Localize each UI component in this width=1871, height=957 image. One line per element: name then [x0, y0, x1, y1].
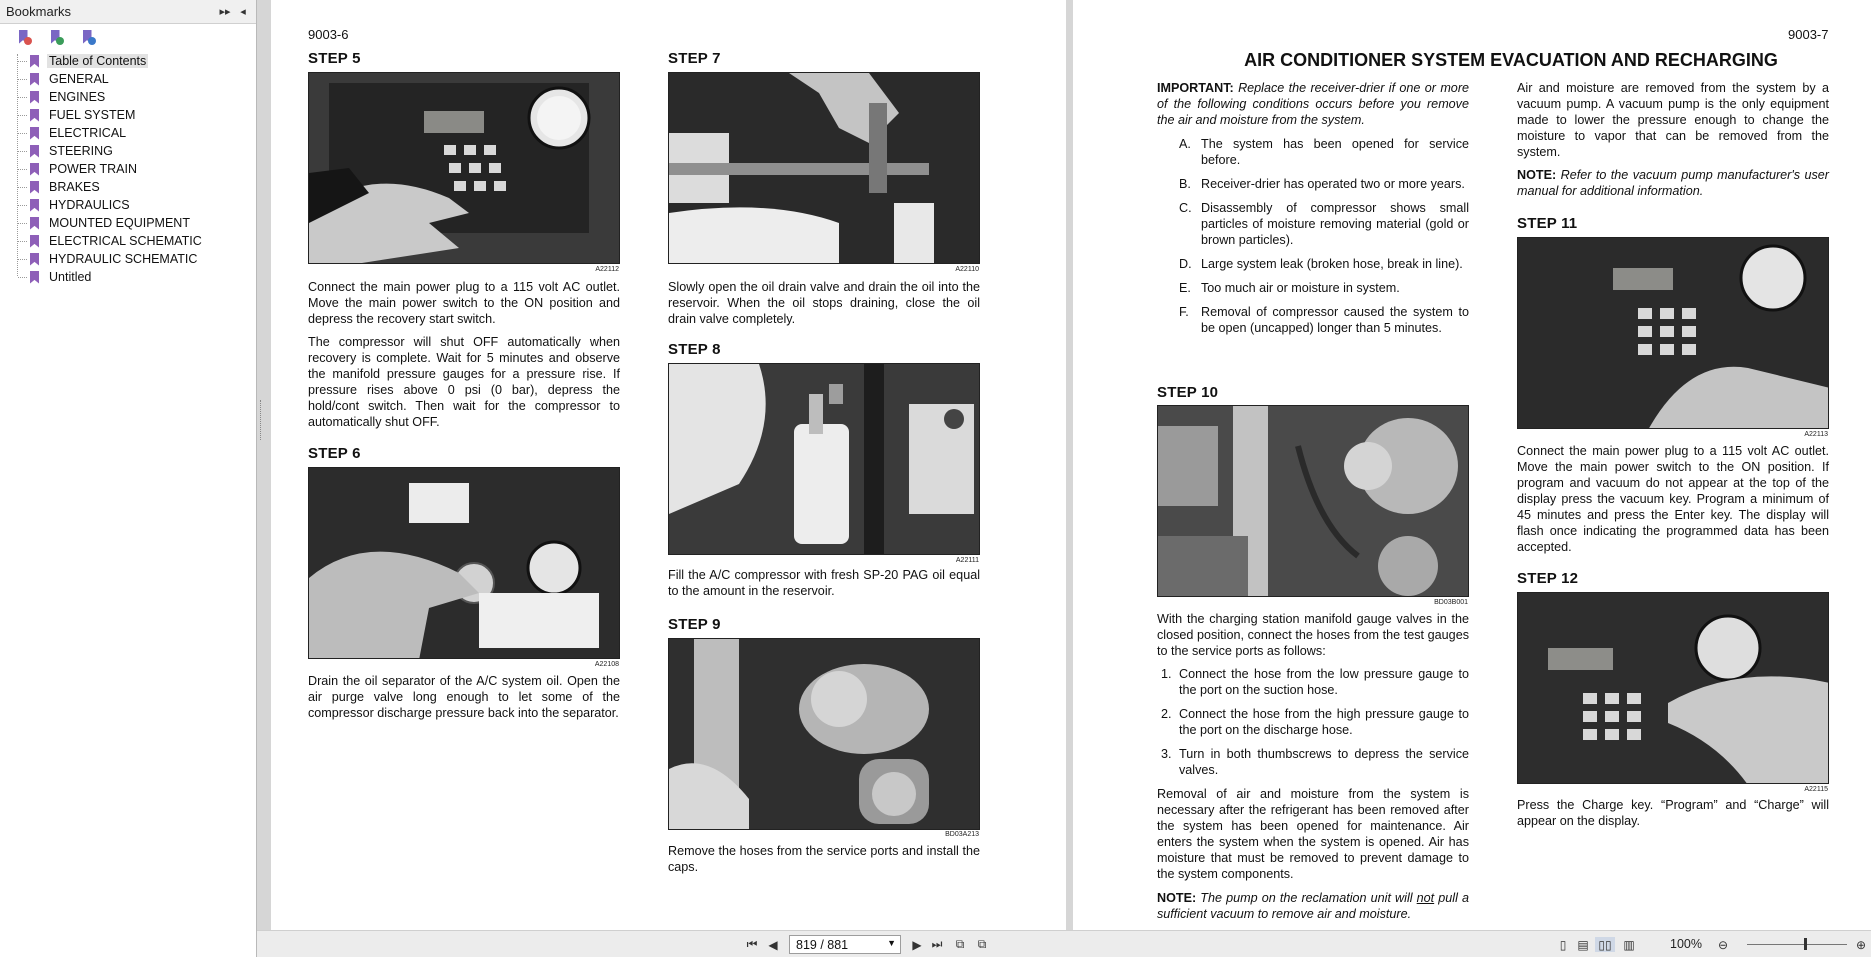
recovery-station-photo — [308, 72, 620, 264]
step-heading: STEP 9 — [668, 616, 721, 633]
bookmark-item[interactable]: BRAKES — [0, 178, 256, 196]
vacuum-key-photo — [1517, 237, 1829, 429]
document-page-right — [1073, 0, 1871, 930]
step-text: With the charging station manifold gauge valves in the closed position, connect the hoses from the test gauges to the service ports as follows: — [1157, 612, 1469, 658]
oil-drain-valve-photo — [668, 72, 980, 264]
engine-compressor-photo — [1157, 405, 1469, 597]
navigation-toolbar — [257, 930, 1871, 957]
figure-code: A22110 — [955, 266, 979, 273]
list-item: E. Too much air or moisture in system. — [1179, 281, 1400, 295]
bookmark-icon — [30, 145, 39, 158]
bookmarks-title: Bookmarks — [6, 4, 72, 19]
zoom-in-icon[interactable]: ⊕ — [1855, 937, 1867, 952]
continuous-facing-icon[interactable]: ▥ — [1623, 937, 1635, 952]
figure-code: A22111 — [955, 557, 979, 564]
zoom-out-icon[interactable]: ⊖ — [1717, 937, 1729, 952]
step-heading: STEP 5 — [308, 50, 361, 67]
figure-code: BD03A213 — [945, 831, 979, 838]
step-heading: STEP 6 — [308, 445, 361, 462]
next-page-icon[interactable]: ▶ — [912, 937, 922, 952]
compressor-ports-photo — [668, 638, 980, 830]
list-item: 1. Connect the hose from the low pressure gauge to the port on the suction hose. — [1161, 667, 1469, 697]
important-text: Replace the receiver-drier if one or more of the following conditions occurs before you remove the air and moisture from the system. — [1157, 81, 1470, 127]
bookmark-icon — [30, 73, 39, 86]
bookmark-item[interactable]: ELECTRICAL SCHEMATIC — [0, 232, 256, 250]
previous-page-icon[interactable]: ◀ — [768, 937, 778, 952]
list-item: 2. Connect the hose from the high pressure gauge to the port on the discharge hose. — [1161, 707, 1469, 737]
step-text: Drain the oil separator of the A/C system oil. Open the air purge valve long enough to let some of the compressor discharge pressure back into the separator. — [308, 674, 620, 720]
step-heading: STEP 12 — [1517, 570, 1579, 587]
oil-separator-photo — [308, 467, 620, 659]
bookmark-item[interactable]: ELECTRICAL — [0, 124, 256, 142]
first-page-icon[interactable]: ⏮ — [746, 937, 758, 951]
chevron-down-icon[interactable]: ▼ — [887, 938, 896, 948]
expand-bookmark-icon[interactable] — [46, 28, 64, 46]
step-heading: STEP 8 — [668, 341, 721, 358]
single-page-icon[interactable]: ▯ — [1559, 937, 1567, 952]
step-text: Connect the main power plug to a 115 volt AC outlet. Move the main power switch to the ON position. If program and vacuum do not appear at the top of the display press the vacuum key. Program a minimum of 45 minutes and press the Enter key. The display will flash once indicating the programmed data has been accepted. — [1517, 444, 1829, 554]
zoom-slider-thumb[interactable] — [1804, 938, 1807, 950]
figure-code: BD03B001 — [1434, 599, 1468, 606]
find-bookmark-icon[interactable] — [78, 28, 96, 46]
step-heading: STEP 7 — [668, 50, 721, 67]
bookmark-icon — [30, 235, 39, 248]
figure-code: A22112 — [595, 266, 619, 273]
step-text: Connect the main power plug to a 115 volt AC outlet. Move the main power switch to the ON position and depress the recovery start switch. — [308, 280, 620, 326]
bookmark-item[interactable]: POWER TRAIN — [0, 160, 256, 178]
important-note — [1157, 80, 1469, 128]
zoom-slider[interactable] — [1747, 944, 1847, 945]
bookmark-item[interactable]: HYDRAULIC SCHEMATIC — [0, 250, 256, 268]
manual-note: NOTE: Refer to the vacuum pump manufacturer's user manual for additional information. — [1517, 168, 1830, 198]
step-text: Remove the hoses from the service ports and install the caps. — [668, 844, 980, 874]
step-text: Slowly open the oil drain valve and drain the oil into the reservoir. When the oil stops draining, close the oil drain valve completely. — [668, 280, 980, 326]
list-item: F. Removal of compressor caused the system to be open (uncapped) longer than 5 minutes. — [1179, 305, 1469, 335]
document-page-left — [271, 0, 1066, 930]
condition-list — [1179, 136, 1469, 344]
bookmark-icon — [30, 217, 39, 230]
figure-code: A22108 — [594, 661, 619, 668]
bookmark-item[interactable]: ENGINES — [0, 88, 256, 106]
last-page-icon[interactable]: ⏭ — [931, 937, 943, 951]
list-item: A. The system has been opened for service before. — [1179, 137, 1469, 167]
bookmark-item[interactable]: HYDRAULICS — [0, 196, 256, 214]
bookmark-icon — [30, 127, 39, 140]
collapse-panel-icon[interactable]: ◂ — [240, 6, 246, 18]
step-heading: STEP 11 — [1517, 215, 1578, 232]
bookmark-icon — [30, 91, 39, 104]
previous-view-icon[interactable]: ⧉ — [955, 937, 965, 951]
bookmark-item[interactable]: GENERAL — [0, 70, 256, 88]
list-item: C. Disassembly of compressor shows small particles of moisture removing material (gold or brown particles). — [1179, 201, 1469, 247]
charge-key-photo — [1517, 592, 1829, 784]
removal-paragraph: Removal of air and moisture from the system is necessary after the refrigerant has been removed after the system has been opened for maintenance. Air enters the system when the system is opened. Air has moisture that must be removed to prevent damage to the system components. — [1157, 787, 1469, 881]
figure-code: A22113 — [1804, 431, 1828, 438]
bookmark-icon — [30, 271, 39, 284]
step-text: Press the Charge key. “Program” and “Charge” will appear on the display. — [1517, 798, 1829, 828]
list-item: D. Large system leak (broken hose, break in line). — [1179, 257, 1463, 271]
continuous-page-icon[interactable]: ▤ — [1577, 937, 1589, 952]
expand-panel-icon[interactable]: ▸▸ — [219, 6, 231, 18]
vacuum-paragraph: Air and moisture are removed from the system by a vacuum pump. A vacuum pump is the only equipment made to lower the pressure enough to change the moisture to vapor that can be removed from the system. — [1517, 81, 1829, 159]
bookmark-tools — [0, 24, 256, 50]
zoom-level[interactable]: 100% — [1670, 937, 1702, 951]
bookmark-item[interactable]: Untitled — [0, 268, 256, 286]
bookmarks-panel — [0, 0, 257, 957]
bookmark-icon — [30, 199, 39, 212]
step-text: The compressor will shut OFF automatically when recovery is complete. Wait for 5 minutes and observe the manifold pressure gauges for a pressure rise. If pressure rises above 0 psi (0 bar), depress the hold/cont switch. Then wait for the compressor to automatically shut OFF. — [308, 335, 620, 429]
important-label: IMPORTANT: — [1157, 81, 1234, 95]
bookmark-item[interactable]: Table of Contents — [0, 52, 256, 70]
facing-pages-icon[interactable]: ▯▯ — [1595, 937, 1615, 952]
bookmark-item[interactable]: MOUNTED EQUIPMENT — [0, 214, 256, 232]
panel-splitter[interactable] — [257, 0, 271, 930]
step-text: Fill the A/C compressor with fresh SP-20 PAG oil equal to the amount in the reservoir. — [668, 568, 980, 598]
delete-bookmark-icon[interactable] — [14, 28, 32, 46]
list-item: 3. Turn in both thumbscrews to depress the service valves. — [1161, 747, 1469, 777]
bookmark-list — [0, 50, 256, 286]
figure-code: A22115 — [1804, 786, 1828, 793]
bookmark-icon — [30, 253, 39, 266]
list-item: B. Receiver-drier has operated two or more years. — [1179, 177, 1465, 191]
hose-steps-list — [1161, 666, 1469, 786]
page-number: 9003-6 — [308, 27, 349, 42]
bookmarks-header — [0, 0, 256, 24]
section-heading: AIR CONDITIONER SYSTEM EVACUATION AND RECHARGING — [1244, 50, 1778, 70]
page-number-field[interactable]: 819 / 881 ▼ — [789, 935, 901, 954]
bookmark-icon — [30, 55, 39, 68]
bookmark-item[interactable]: FUEL SYSTEM — [0, 106, 256, 124]
bookmark-icon — [30, 181, 39, 194]
page-number: 9003-7 — [1788, 27, 1829, 42]
next-view-icon[interactable]: ⧉ — [977, 937, 987, 951]
reservoir-bottle-photo — [668, 363, 980, 555]
bookmark-item[interactable]: STEERING — [0, 142, 256, 160]
step-heading: STEP 10 — [1157, 384, 1219, 401]
bookmark-icon — [30, 163, 39, 176]
vacuum-note: NOTE: The pump on the reclamation unit will not pull a sufficient vacuum to remove air and moisture. — [1157, 891, 1469, 921]
bookmark-icon — [30, 109, 39, 122]
